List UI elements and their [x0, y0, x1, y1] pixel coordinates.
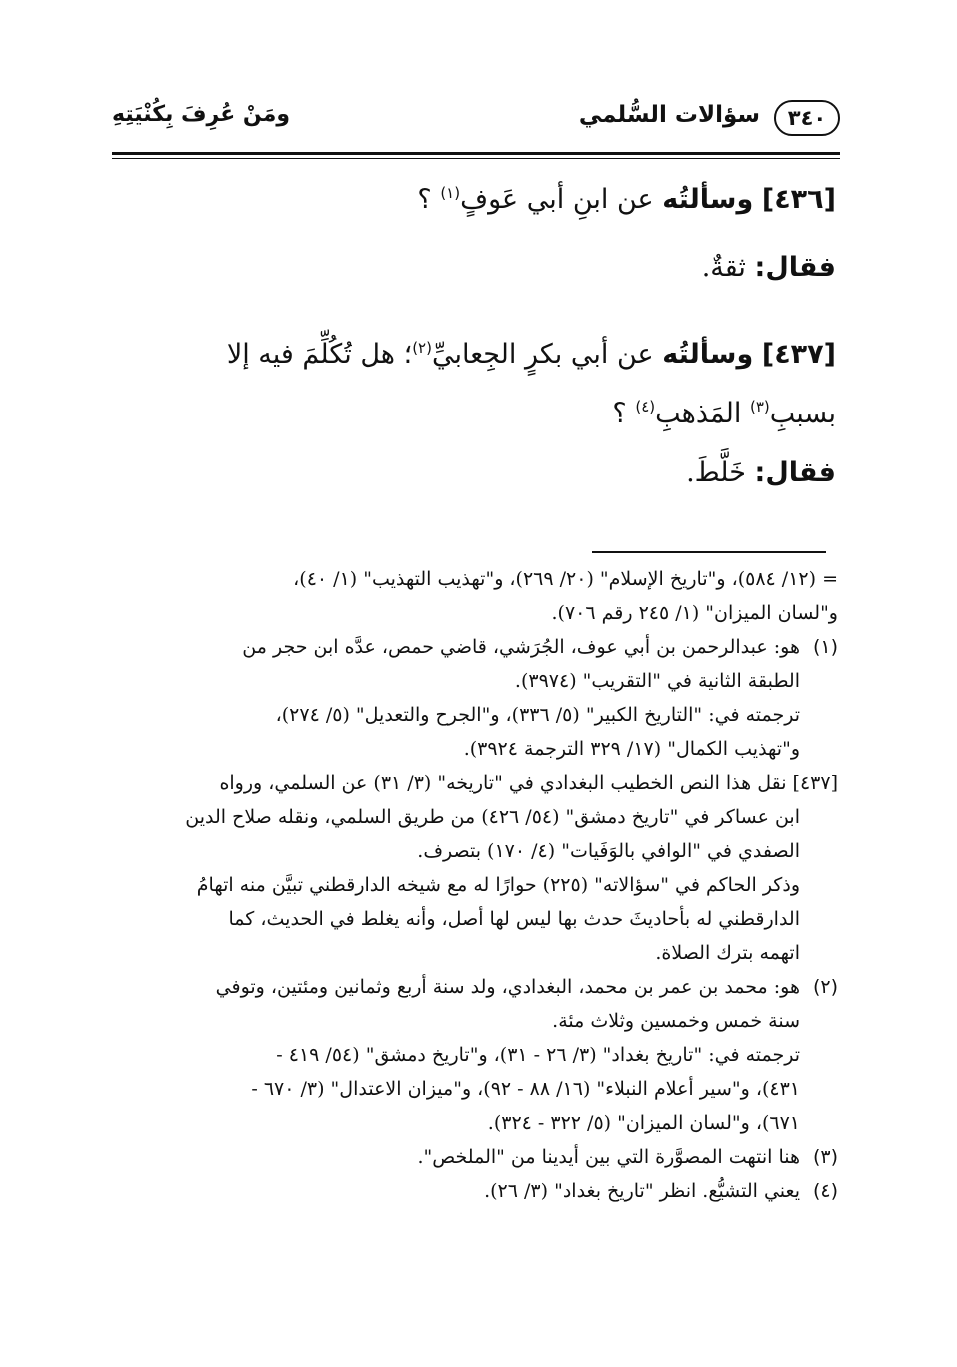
footnote-line: و"لسان الميزان" (١/ ٢٤٥ رقم ٧٠٦). — [551, 602, 838, 624]
footnote-4 — [118, 1174, 838, 1208]
chapter-title: ومَنْ عُرِفَ بِكُنْيَتِهِ — [112, 102, 291, 127]
entry-number: [٤٣٦] — [761, 184, 836, 215]
header-rule-thin — [112, 158, 840, 159]
entry-437-question — [118, 322, 836, 440]
footnotes — [118, 562, 838, 1208]
question-lead: وسألتُه — [662, 339, 754, 370]
footnote-2 — [118, 970, 838, 1140]
footnote-line: و"تهذيب الكمال" (١٧/ ٣٢٩ الترجمة ٣٩٢٤). — [463, 738, 800, 760]
footnote-label: (١) — [812, 636, 838, 658]
entry-436-question — [118, 168, 836, 225]
running-title: سؤالات السُّلمي — [578, 102, 760, 128]
header-rule — [112, 152, 840, 155]
footnote-separator — [592, 551, 826, 553]
footnote-line: ٤٣١)، و"سير أعلام النبلاء" (١٦/ ٨٨ - ٩٢)، و"ميزان الاعتدال" (٣/ ٦٧٠ - — [251, 1078, 800, 1100]
footnote-line: ترجمته في: "تاريخ بغداد" (٣/ ٢٦ - ٣١)، و"تاريخ دمشق" (٥٤/ ٤١٩ - — [276, 1044, 800, 1066]
footnote-line: يعني التشيُّع. انظر "تاريخ بغداد" (٣/ ٢٦). — [484, 1180, 800, 1202]
footnote-line: الدارقطني له بأحاديثَ حدث بها ليس لها أصل، وأنه يغلط في الحديث، كما — [228, 908, 800, 930]
entry-number: [٤٣٧] — [761, 339, 836, 370]
footnote-line: هو: عبدالرحمن بن أبي عوف، الجُرَشي، قاضي حمص، عدَّه ابن حجر من — [242, 636, 800, 658]
footnote-line: اتهمه بترك الصلاة. — [655, 942, 800, 964]
page-number-badge: ٣٤٠ — [774, 100, 840, 136]
entry-437-answer — [118, 448, 836, 498]
answer-label: فقال: — [754, 252, 836, 283]
footnote-line: وذكر الحاكم في "سؤالاته" (٢٢٥) حوارًا له مع شيخه الدارقطني تبيَّن منه اتهامُ — [196, 874, 800, 896]
note-label: [٤٣٧] — [792, 772, 838, 794]
footnote-mark: (٣) — [749, 398, 770, 416]
footnote-label: (٤) — [812, 1180, 838, 1202]
footnote-line: ابن عساكر في "تاريخ دمشق" (٥٤/ ٤٢٦) من طريق السلمي، ونقله صلاح الدين — [185, 806, 800, 828]
footnote-line: = (١٢/ ٥٨٤)، و"تاريخ الإسلام" (٢٠/ ٢٦٩)، و"تهذيب التهذيب" (١/ ٤٠)، — [293, 568, 838, 590]
footnote-line: هو: محمد بن عمر بن محمد، البغدادي، ولد سنة أربع وثمانين ومئتين، وتوفي — [215, 976, 800, 998]
footnote-line: سنة خمس وخمسين وثلاث مئة. — [552, 1010, 800, 1032]
footnote-mark: (٤) — [635, 398, 656, 416]
footnote-line: نقل هذا النص الخطيب البغدادي في "تاريخه" (٣/ ٣١) عن السلمي، ورواه — [219, 772, 787, 794]
footnote-label: (٢) — [812, 976, 838, 998]
footnote-line: ٦٧١)، و"لسان الميزان" (٥/ ٣٢٢ - ٣٢٤). — [487, 1112, 800, 1134]
footnote-line: هنا انتهت المصوَّرة التي بين أيدينا من "الملخص". — [417, 1146, 800, 1168]
question-end: ؟ — [612, 398, 636, 429]
page-header — [112, 98, 840, 148]
answer-text: ثقةٌ. — [701, 252, 746, 283]
footnote-line: الطبقة الثانية في "التقريب" (٣٩٧٤). — [514, 670, 800, 692]
question-end: ؟ — [417, 184, 441, 215]
answer-label: فقال: — [754, 457, 836, 488]
question-text: عن أبي بكرٍ الجِعابيِّ — [431, 339, 654, 370]
question-text: عن ابنِ أبي عَوفٍ — [460, 184, 654, 215]
question-line2-b: المَذهبِ — [655, 398, 750, 429]
question-lead: وسألتُه — [662, 184, 754, 215]
question-text-cont: ؛ هل تُكُلِّمَ فيه إلا — [226, 339, 413, 370]
entry-436-answer — [118, 243, 836, 293]
footnote-label: (٣) — [812, 1146, 838, 1168]
note-437 — [118, 766, 838, 970]
footnote-line: ترجمته في: "التاريخ الكبير" (٥/ ٣٣٦)، و"الجرح والتعديل" (٥/ ٢٧٤)، — [275, 704, 800, 726]
footnote-mark: (١) — [440, 184, 461, 202]
answer-text: خَلَّطَ. — [686, 457, 746, 488]
footnote-3 — [118, 1140, 838, 1174]
footnote-line: الصفدي في "الوافي بالوَفَيات" (٤/ ١٧٠) بتصرف. — [417, 840, 800, 862]
footnote-1 — [118, 630, 838, 766]
question-line2-a: بسببِ — [769, 398, 836, 429]
footnote-continuation — [118, 562, 838, 630]
footnote-mark: (٢) — [412, 339, 432, 357]
